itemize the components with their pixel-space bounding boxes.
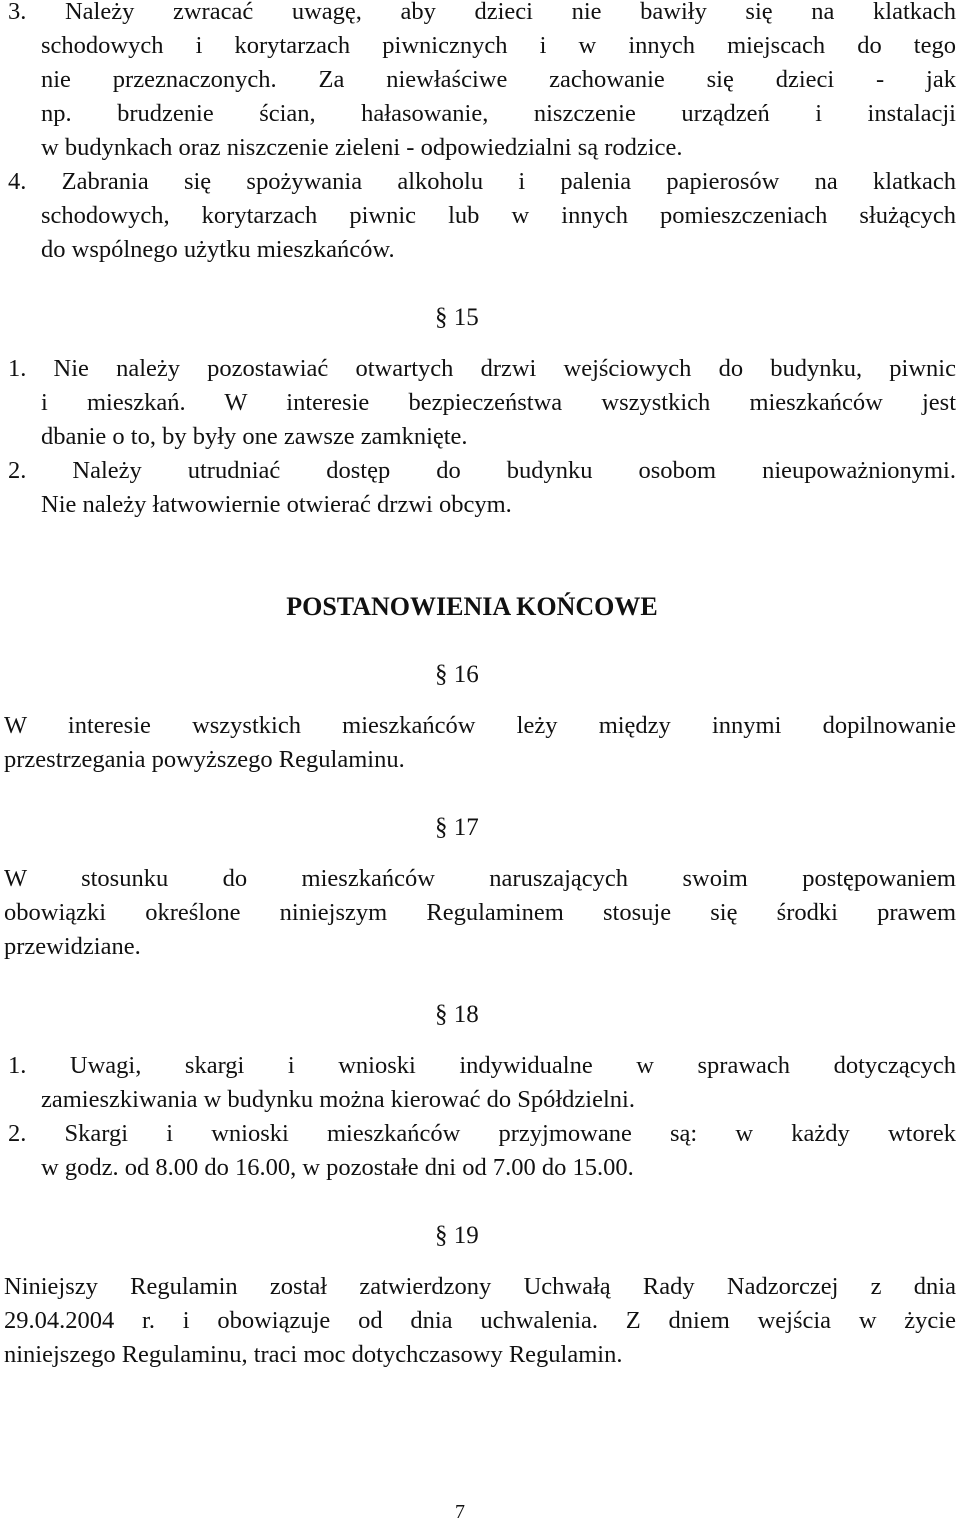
text-line: w budynkach oraz niszczenie zieleni - odpowiedzialni są rodzice. (41, 134, 683, 161)
text-line: 3. Należy zwracać uwagę, aby dzieci nie bawiły się na klatkach (8, 0, 956, 25)
text-line: W stosunku do mieszkańców naruszających swoim postępowaniem (4, 865, 956, 892)
text-line: przestrzegania powyższego Regulaminu. (4, 746, 405, 773)
text-line: Niniejszy Regulamin został zatwierdzony Uchwałą Rady Nadzorczej z dnia (4, 1273, 956, 1300)
text-line: dbanie o to, by były one zawsze zamknięte. (41, 423, 468, 450)
text-line: niniejszego Regulaminu, traci moc dotychczasowy Regulamin. (4, 1341, 623, 1368)
text-line: nie przeznaczonych. Za niewłaściwe zachowanie się dzieci - jak (41, 66, 956, 93)
section-heading: POSTANOWIENIA KOŃCOWE (286, 592, 658, 621)
text-line: 2. Skargi i wnioski mieszkańców przyjmowane są: w każdy wtorek (8, 1120, 956, 1147)
section-number: § 19 (435, 1222, 479, 1249)
text-line: schodowych, korytarzach piwnic lub w innych pomieszczeniach służących (41, 202, 956, 229)
section-number: § 17 (435, 814, 479, 841)
text-line: w godz. od 8.00 do 16.00, w pozostałe dni od 7.00 do 15.00. (41, 1154, 634, 1181)
text-line: 2. Należy utrudniać dostęp do budynku osobom nieupoważnionymi. (8, 457, 956, 484)
text-line: 1. Uwagi, skargi i wnioski indywidualne w sprawach dotyczących (8, 1052, 956, 1079)
text-line: schodowych i korytarzach piwnicznych i w innych miejscach do tego (41, 32, 956, 59)
section-number: § 16 (435, 661, 479, 688)
text-line: i mieszkań. W interesie bezpieczeństwa wszystkich mieszkańców jest (41, 389, 956, 416)
text-line: W interesie wszystkich mieszkańców leży między innymi dopilnowanie (4, 712, 956, 739)
text-line: 1. Nie należy pozostawiać otwartych drzwi wejściowych do budynku, piwnic (8, 355, 956, 382)
text-line: przewidziane. (4, 933, 141, 960)
text-line: 29.04.2004 r. i obowiązuje od dnia uchwalenia. Z dniem wejścia w życie (4, 1307, 956, 1334)
section-number: § 18 (435, 1001, 479, 1028)
text-line: do wspólnego użytku mieszkańców. (41, 236, 395, 263)
section-number: § 15 (435, 304, 479, 331)
text-line: Nie należy łatwowiernie otwierać drzwi obcym. (41, 491, 512, 518)
text-line: zamieszkiwania w budynku można kierować do Spółdzielni. (41, 1086, 635, 1113)
text-line: 4. Zabrania się spożywania alkoholu i palenia papierosów na klatkach (8, 168, 956, 195)
text-line: obowiązki określone niniejszym Regulaminem stosuje się środki prawem (4, 899, 956, 926)
page-number: 7 (455, 1501, 465, 1523)
text-line: np. brudzenie ścian, hałasowanie, niszczenie urządzeń i instalacji (41, 100, 956, 127)
